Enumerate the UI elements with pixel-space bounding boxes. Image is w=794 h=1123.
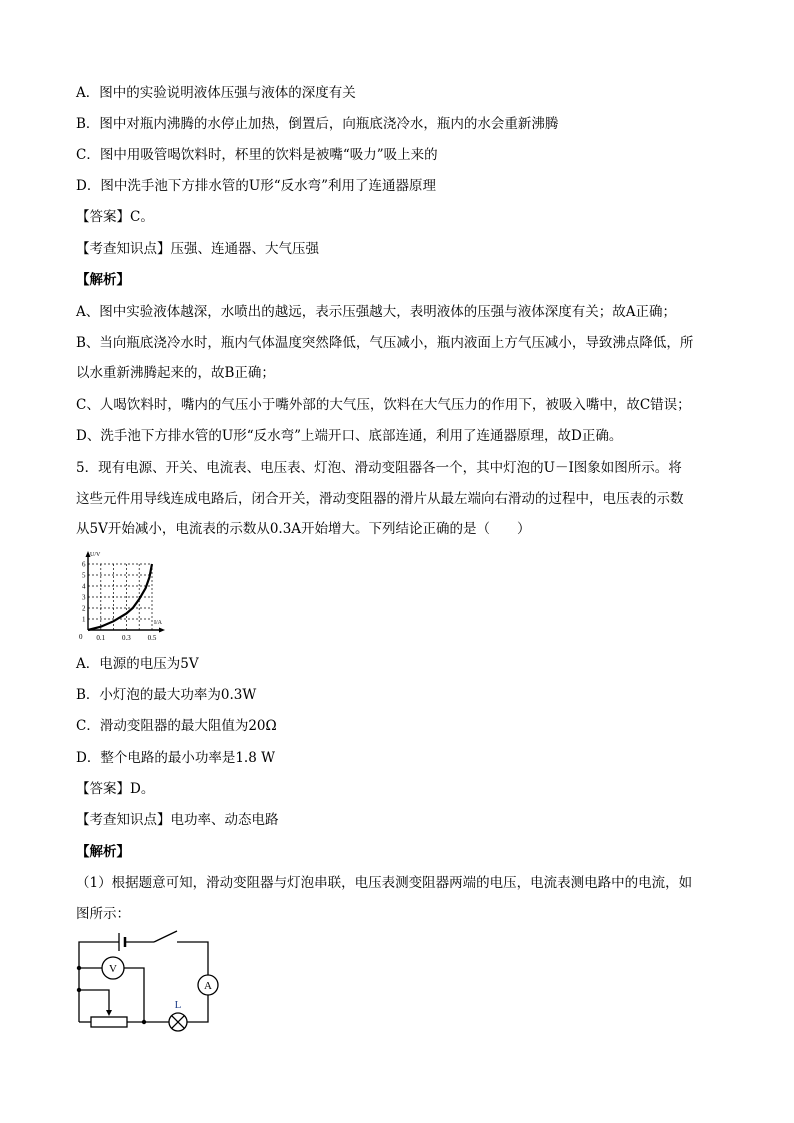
voltmeter-label: V <box>109 963 117 975</box>
chart-y-tick-label: 6 <box>82 560 86 569</box>
chart-y-tick-label: 5 <box>82 571 86 580</box>
analysis-q4-c: C、人喝饮料时，嘴内的气压小于嘴外部的大气压，饮料在大气压力的作用下，被吸入嘴中，故C错误； <box>76 397 691 413</box>
analysis-q4-b2: 以水重新沸腾起来的，故B正确； <box>76 365 275 381</box>
option-d-q5: D．整个电路的最小功率是1.8 W <box>76 750 275 766</box>
option-b-q4: B．图中对瓶内沸腾的水停止加热，倒置后，向瓶底浇冷水，瓶内的水会重新沸腾 <box>76 116 559 132</box>
knowledge-q5: 【考查知识点】电功率、动态电路 <box>76 812 279 828</box>
voltmeter-wire-right <box>124 968 144 1022</box>
chart-x-tick-label: 0.5 <box>147 634 157 642</box>
answer-q4: 【答案】C。 <box>76 209 154 225</box>
chart-x-tick-label: 0.3 <box>122 634 131 642</box>
chart-origin-label: 0 <box>79 633 83 641</box>
option-a-q5: A．电源的电压为5V <box>76 656 199 672</box>
ammeter-label: A <box>204 980 212 992</box>
analysis-q5-p1: （1）根据题意可知，滑动变阻器与灯泡串联，电压表测变阻器两端的电压，电流表测电路中的电流，如 <box>76 875 693 891</box>
circuit-right-wire-bottom <box>187 995 208 1022</box>
chart-ylabel: U/V <box>90 552 101 558</box>
option-a-q4: A．图中的实验说明液体压强与液体的深度有关 <box>76 85 356 101</box>
analysis-heading-q4: 【解析】 <box>76 272 130 288</box>
switch-blade <box>154 931 177 942</box>
chart-y-tick-label: 4 <box>82 582 86 591</box>
analysis-q4-b1: B、当向瓶底浇冷水时，瓶内气体温度突然降低，气压减小，瓶内液面上方气压减小，导致沸点降低，所 <box>76 335 694 351</box>
question5-line2: 这些元件用导线连成电路后，闭合开关，滑动变阻器的滑片从最左端向右滑动的过程中，电压表的示数 <box>76 491 684 507</box>
slider-wire <box>79 990 109 1011</box>
chart-y-tick-label: 3 <box>82 593 86 602</box>
chart-x-arrow <box>159 628 165 633</box>
option-d-q4: D．图中洗手池下方排水管的U形“反水弯”利用了连通器原理 <box>76 178 437 194</box>
junction-dot <box>142 1020 146 1024</box>
option-c-q5: C．滑动变阻器的最大阻值为20Ω <box>76 718 277 734</box>
circuit-top-wire-right <box>177 942 208 975</box>
analysis-q4-a: A、图中实验液体越深，水喷出的越远，表示压强越大，表明液体的压强与液体深度有关；故A正确； <box>76 304 676 320</box>
lamp-label: L <box>174 999 182 1011</box>
slider-arrow <box>106 1010 112 1016</box>
chart-grid <box>88 564 152 630</box>
chart-x-tick-label: 0.1 <box>96 634 106 642</box>
question5-line3: 从5V开始减小，电流表的示数从0.3A开始增大。下列结论正确的是（ ） <box>76 521 531 537</box>
question5-line1: 5．现有电源、开关、电流表、电压表、灯泡、滑动变阻器各一个，其中灯泡的U－I图象如图所示。将 <box>76 460 682 476</box>
ui-chart <box>72 548 172 646</box>
analysis-q5-p2: 图所示： <box>76 906 130 922</box>
chart-y-tick-label: 1 <box>82 615 86 624</box>
circuit-diagram <box>74 930 219 1032</box>
chart-y-tick-label: 2 <box>82 604 86 613</box>
junction-dot <box>77 988 81 992</box>
analysis-q4-d: D、洗手池下方排水管的U形“反水弯”上端开口、底部连通，利用了连通器原理，故D正确。 <box>76 428 623 444</box>
analysis-heading-q5: 【解析】 <box>76 844 130 860</box>
option-b-q5: B．小灯泡的最大功率为0.3W <box>76 687 257 703</box>
option-c-q4: C．图中用吸管喝饮料时，杯里的饮料是被嘴“吸力”吸上来的 <box>76 147 438 163</box>
knowledge-q4: 【考查知识点】压强、连通器、大气压强 <box>76 241 319 257</box>
chart-xlabel: I/A <box>154 620 162 626</box>
answer-q5: 【答案】D。 <box>76 781 155 797</box>
rheostat <box>91 1017 127 1027</box>
junction-dot <box>77 966 81 970</box>
